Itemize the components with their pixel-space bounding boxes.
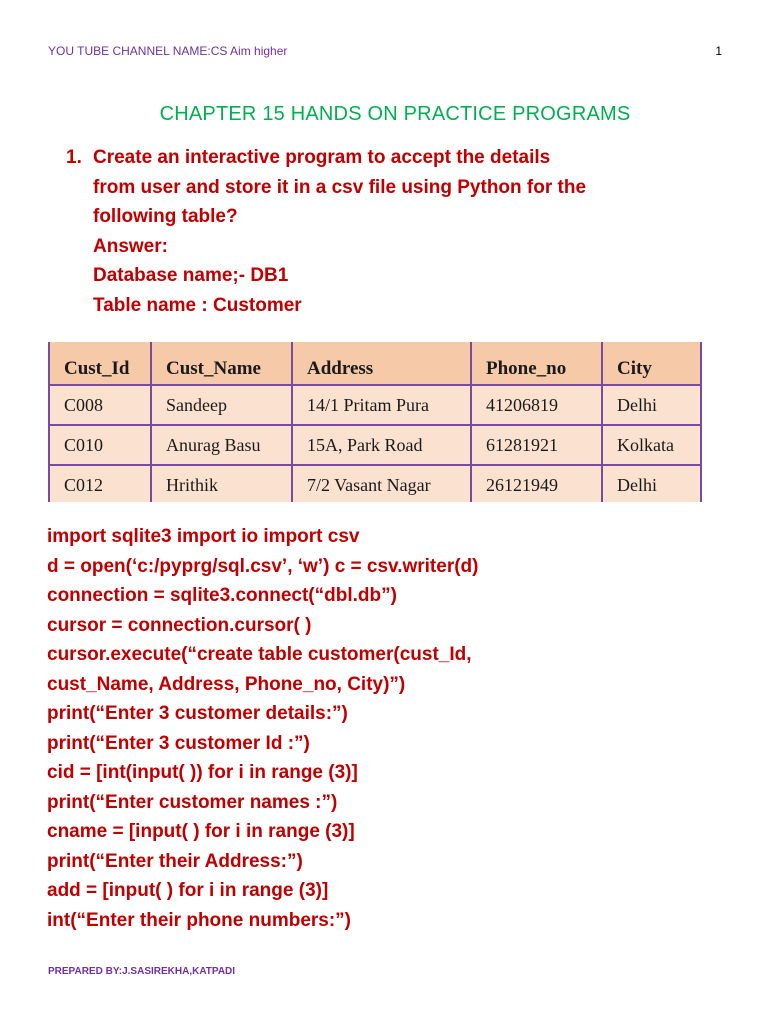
code-line: cust_Name, Address, Phone_no, City)”): [47, 673, 406, 695]
table-cell: Hrithik: [151, 465, 292, 502]
code-line: cursor.execute(“create table customer(cust_Id,: [47, 644, 472, 665]
customer-table-image: [48, 342, 702, 502]
column-header: City: [602, 342, 701, 385]
code-line: print(“Enter customer names :”): [47, 791, 338, 813]
code-line: d = open(‘c:/pyprg/sql.csv’, ‘w’) c = csv.writer(d): [47, 555, 479, 577]
code-line: cname = [input( ) for i in range (3)]: [47, 821, 355, 842]
table-name: Table name : Customer: [93, 294, 302, 316]
code-line: int(“Enter their phone numbers:”): [47, 909, 351, 931]
code-line: print(“Enter their Address:”): [47, 850, 303, 872]
database-name: Database name;- DB1: [93, 265, 289, 287]
table-row: [49, 385, 701, 425]
code-line: print(“Enter 3 customer details:”): [47, 703, 348, 724]
table-row: [49, 465, 701, 502]
chapter-title: CHAPTER 15 HANDS ON PRACTICE PROGRAMS: [159, 103, 631, 125]
code-block: [47, 522, 747, 935]
question-line: Create an interactive program to accept the details: [93, 147, 551, 168]
table-cell: 41206819: [471, 385, 602, 425]
table-cell: 15A, Park Road: [292, 425, 471, 465]
question-number: 1.: [66, 147, 82, 168]
code-line: connection = sqlite3.connect(“dbl.db”): [47, 585, 397, 606]
question-body: [93, 143, 746, 321]
table-cell: Kolkata: [602, 425, 701, 465]
table-cell: 61281921: [471, 425, 602, 465]
column-header: Phone_no: [471, 342, 602, 385]
table-cell: 14/1 Pritam Pura: [292, 385, 471, 425]
table-cell: Delhi: [602, 465, 701, 502]
column-header: Address: [292, 342, 471, 385]
code-line: cid = [int(input( )) for i in range (3)]: [47, 762, 358, 783]
customer-table: [48, 342, 702, 502]
question-line: following table?: [93, 206, 238, 228]
table-cell: Anurag Basu: [151, 425, 292, 465]
table-header-row: [49, 342, 701, 385]
table-cell: Sandeep: [151, 385, 292, 425]
answer-label: Answer:: [93, 235, 168, 257]
table-row: [49, 425, 701, 465]
question-line: from user and store it in a csv file using Python for the: [93, 176, 587, 198]
question-block: [66, 143, 746, 321]
code-line: cursor = connection.cursor( ): [47, 614, 312, 636]
table-cell: C008: [49, 385, 151, 425]
channel-header: YOU TUBE CHANNEL NAME:CS Aim higher: [48, 44, 288, 58]
table-cell: 7/2 Vasant Nagar: [292, 465, 471, 502]
footer-author: PREPARED BY:J.SASIREKHA,KATPADI: [48, 966, 236, 977]
table-cell: Delhi: [602, 385, 701, 425]
column-header: Cust_Id: [49, 342, 151, 385]
table-cell: C012: [49, 465, 151, 502]
code-line: import sqlite3 import io import csv: [47, 526, 360, 547]
code-line: print(“Enter 3 customer Id :”): [47, 732, 310, 754]
table-cell: 26121949: [471, 465, 602, 502]
table-cell: C010: [49, 425, 151, 465]
column-header: Cust_Name: [151, 342, 292, 385]
code-line: add = [input( ) for i in range (3)]: [47, 880, 329, 901]
page-number: 1: [715, 44, 722, 58]
